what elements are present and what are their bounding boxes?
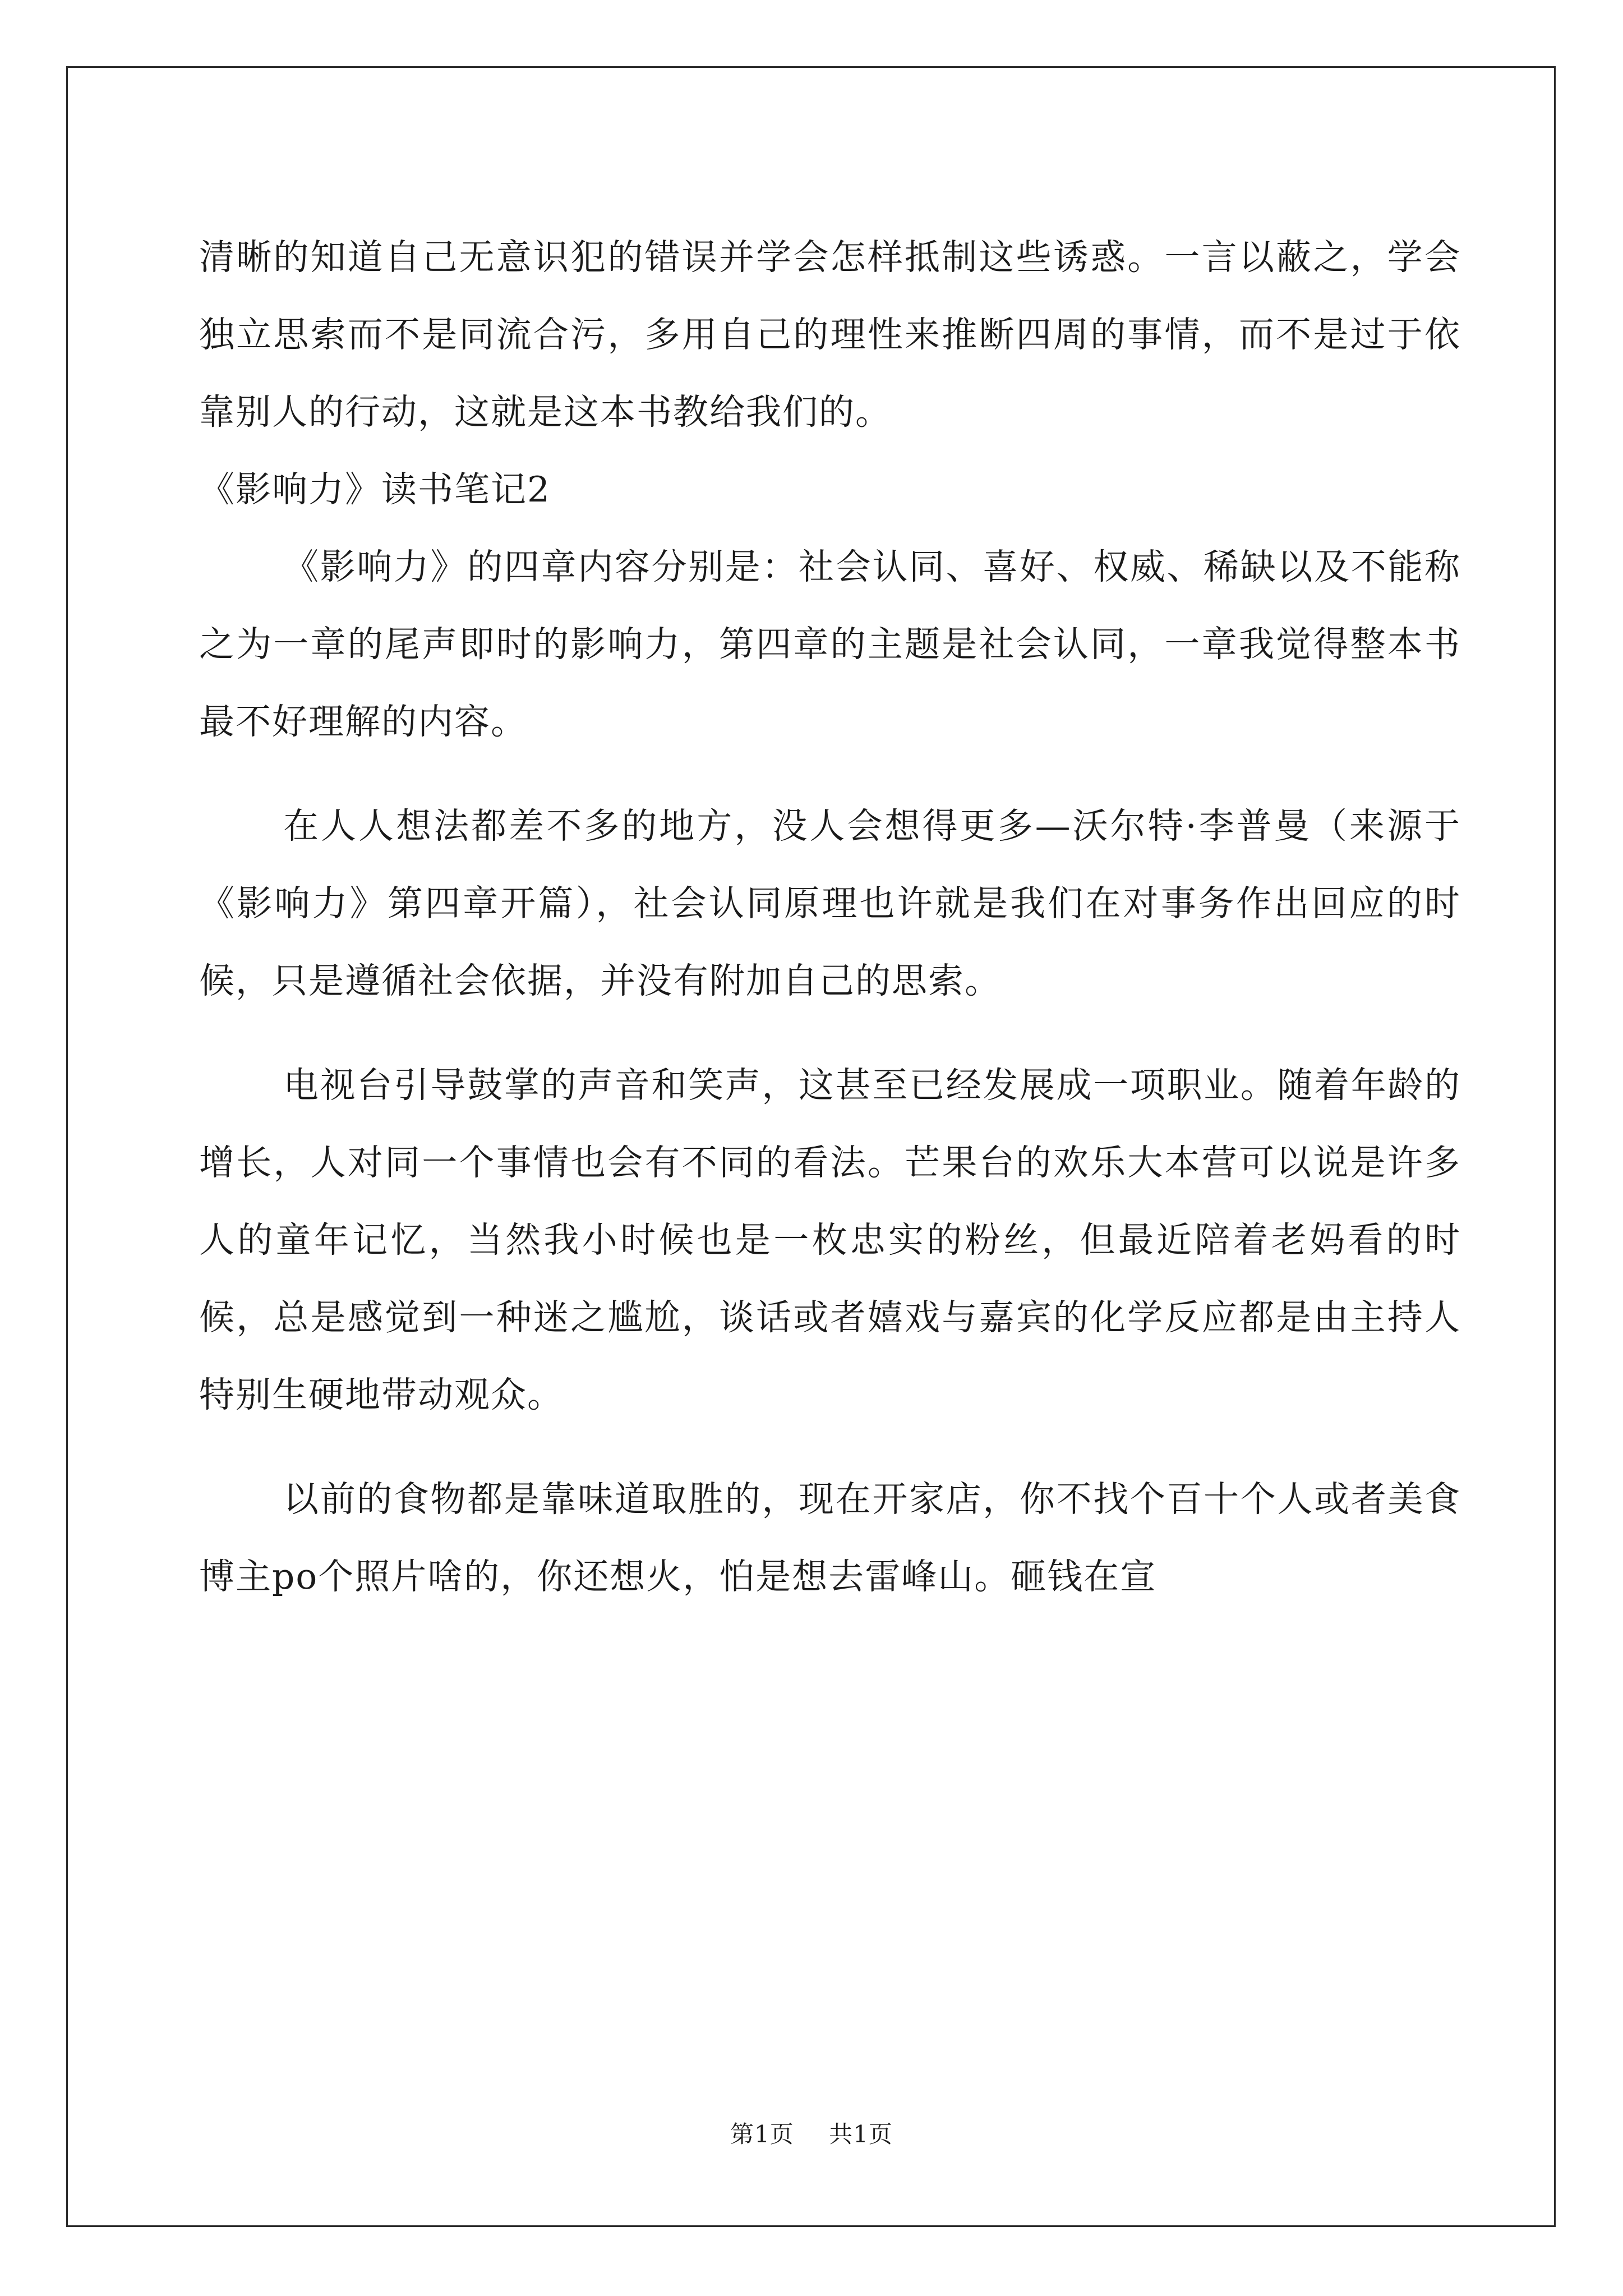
paragraph-food: 以前的食物都是靠味道取胜的，现在开家店，你不找个百十个人或者美食博主po个照片啥的，你还想火，怕是想去雷峰山。砸钱在宣 bbox=[199, 1479, 1461, 1597]
page-total: 共1页 bbox=[829, 2120, 893, 2148]
page-footer bbox=[0, 2116, 1623, 2150]
page-number: 第1页 bbox=[730, 2120, 794, 2148]
document-body bbox=[199, 219, 1461, 1616]
paragraph-continuation: 清晰的知道自己无意识犯的错误并学会怎样抵制这些诱惑。一言以蔽之，学会独立思索而不是同流合污，多用自己的理性来推断四周的事情，而不是过于依靠别人的行动，这就是这本书教给我们的。 bbox=[199, 237, 1461, 432]
section-heading: 《影响力》读书笔记2 bbox=[199, 469, 551, 510]
paragraph-chapters: 《影响力》的四章内容分别是：社会认同、喜好、权威、稀缺以及不能称之为一章的尾声即时的影响力，第四章的主题是社会认同，一章我觉得整本书最不好理解的内容。 bbox=[199, 546, 1461, 742]
paragraph-quote: 在人人想法都差不多的地方，没人会想得更多—沃尔特·李普曼（来源于《影响力》第四章开篇），社会认同原理也许就是我们在对事务作出回应的时候，只是遵循社会依据，并没有附加自己的思索。 bbox=[199, 806, 1461, 1001]
paragraph-tv: 电视台引导鼓掌的声音和笑声，这甚至已经发展成一项职业。随着年龄的增长，人对同一个事情也会有不同的看法。芒果台的欢乐大本营可以说是许多人的童年记忆，当然我小时候也是一枚忠实的粉丝，但最近陪着老妈看的时候，总是感觉到一种迷之尴尬，谈话或者嬉戏与嘉宾的化学反应都是由主持人特别生硬地带动观众。 bbox=[199, 1065, 1461, 1415]
